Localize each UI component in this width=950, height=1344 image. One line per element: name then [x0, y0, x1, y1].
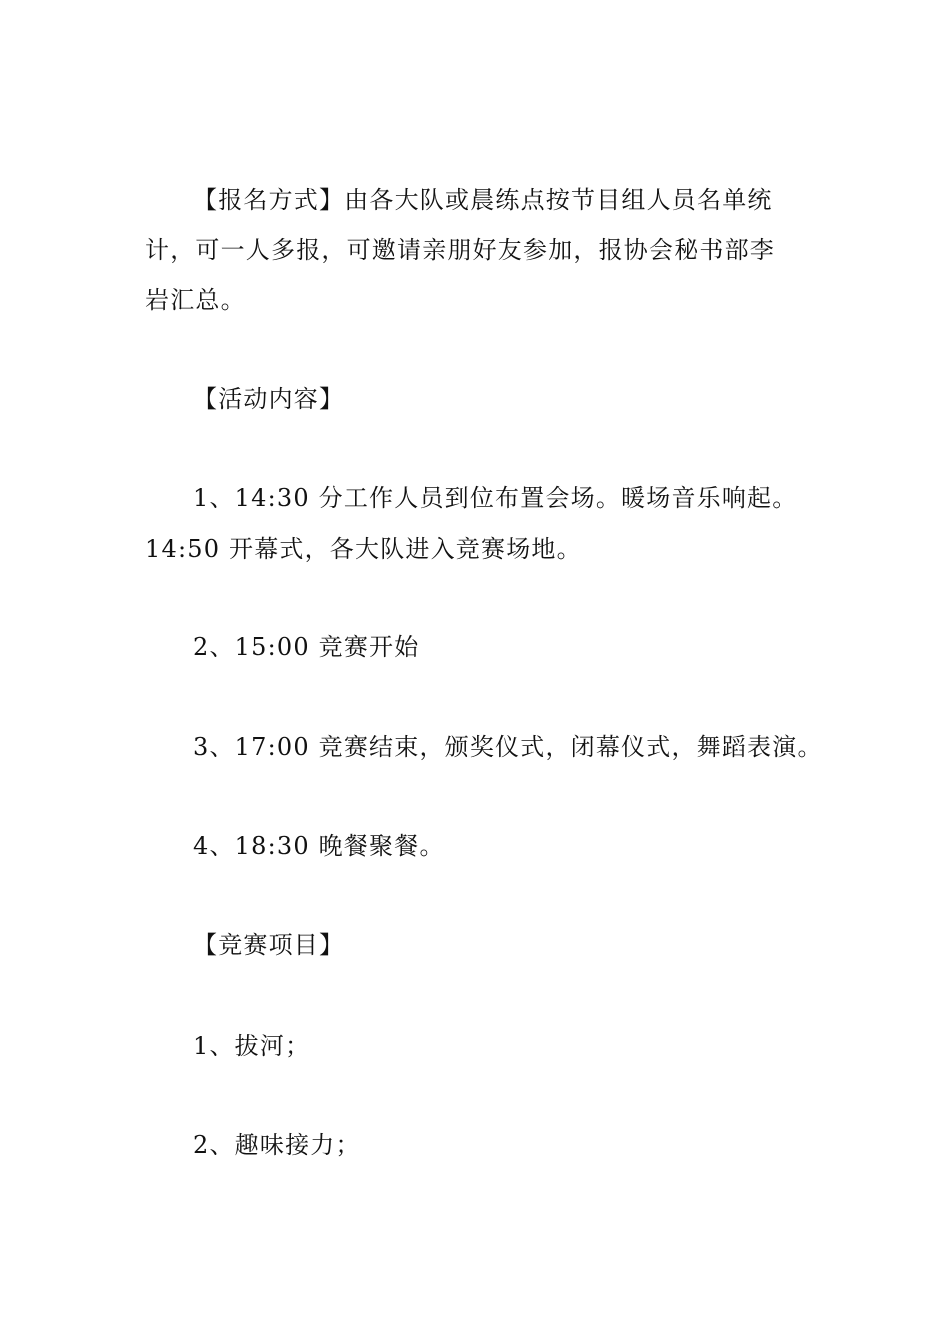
- activity-item-3: 3、17:00 竞赛结束，颁奖仪式，闭幕仪式，舞蹈表演。: [193, 733, 823, 761]
- registration-paragraph-line-3: 岩汇总。: [145, 286, 246, 314]
- activity-item-1-line-1: 1、14:30 分工作人员到位布置会场。暖场音乐响起。: [193, 484, 798, 512]
- competition-item-1: 1、拔河；: [193, 1032, 311, 1060]
- activity-item-2: 2、15:00 竞赛开始: [193, 633, 420, 661]
- registration-paragraph-line-2: 计，可一人多报，可邀请亲朋好友参加，报协会秘书部李: [145, 236, 775, 264]
- activity-item-4: 4、18:30 晚餐聚餐。: [193, 832, 445, 860]
- activity-item-1-line-2: 14:50 开幕式，各大队进入竞赛场地。: [145, 535, 582, 563]
- competition-item-2: 2、趣味接力；: [193, 1131, 361, 1159]
- competition-heading: 【竞赛项目】: [193, 931, 345, 959]
- activity-heading: 【活动内容】: [193, 385, 345, 413]
- registration-paragraph-line-1: 【报名方式】由各大队或晨练点按节目组人员名单统: [193, 186, 773, 214]
